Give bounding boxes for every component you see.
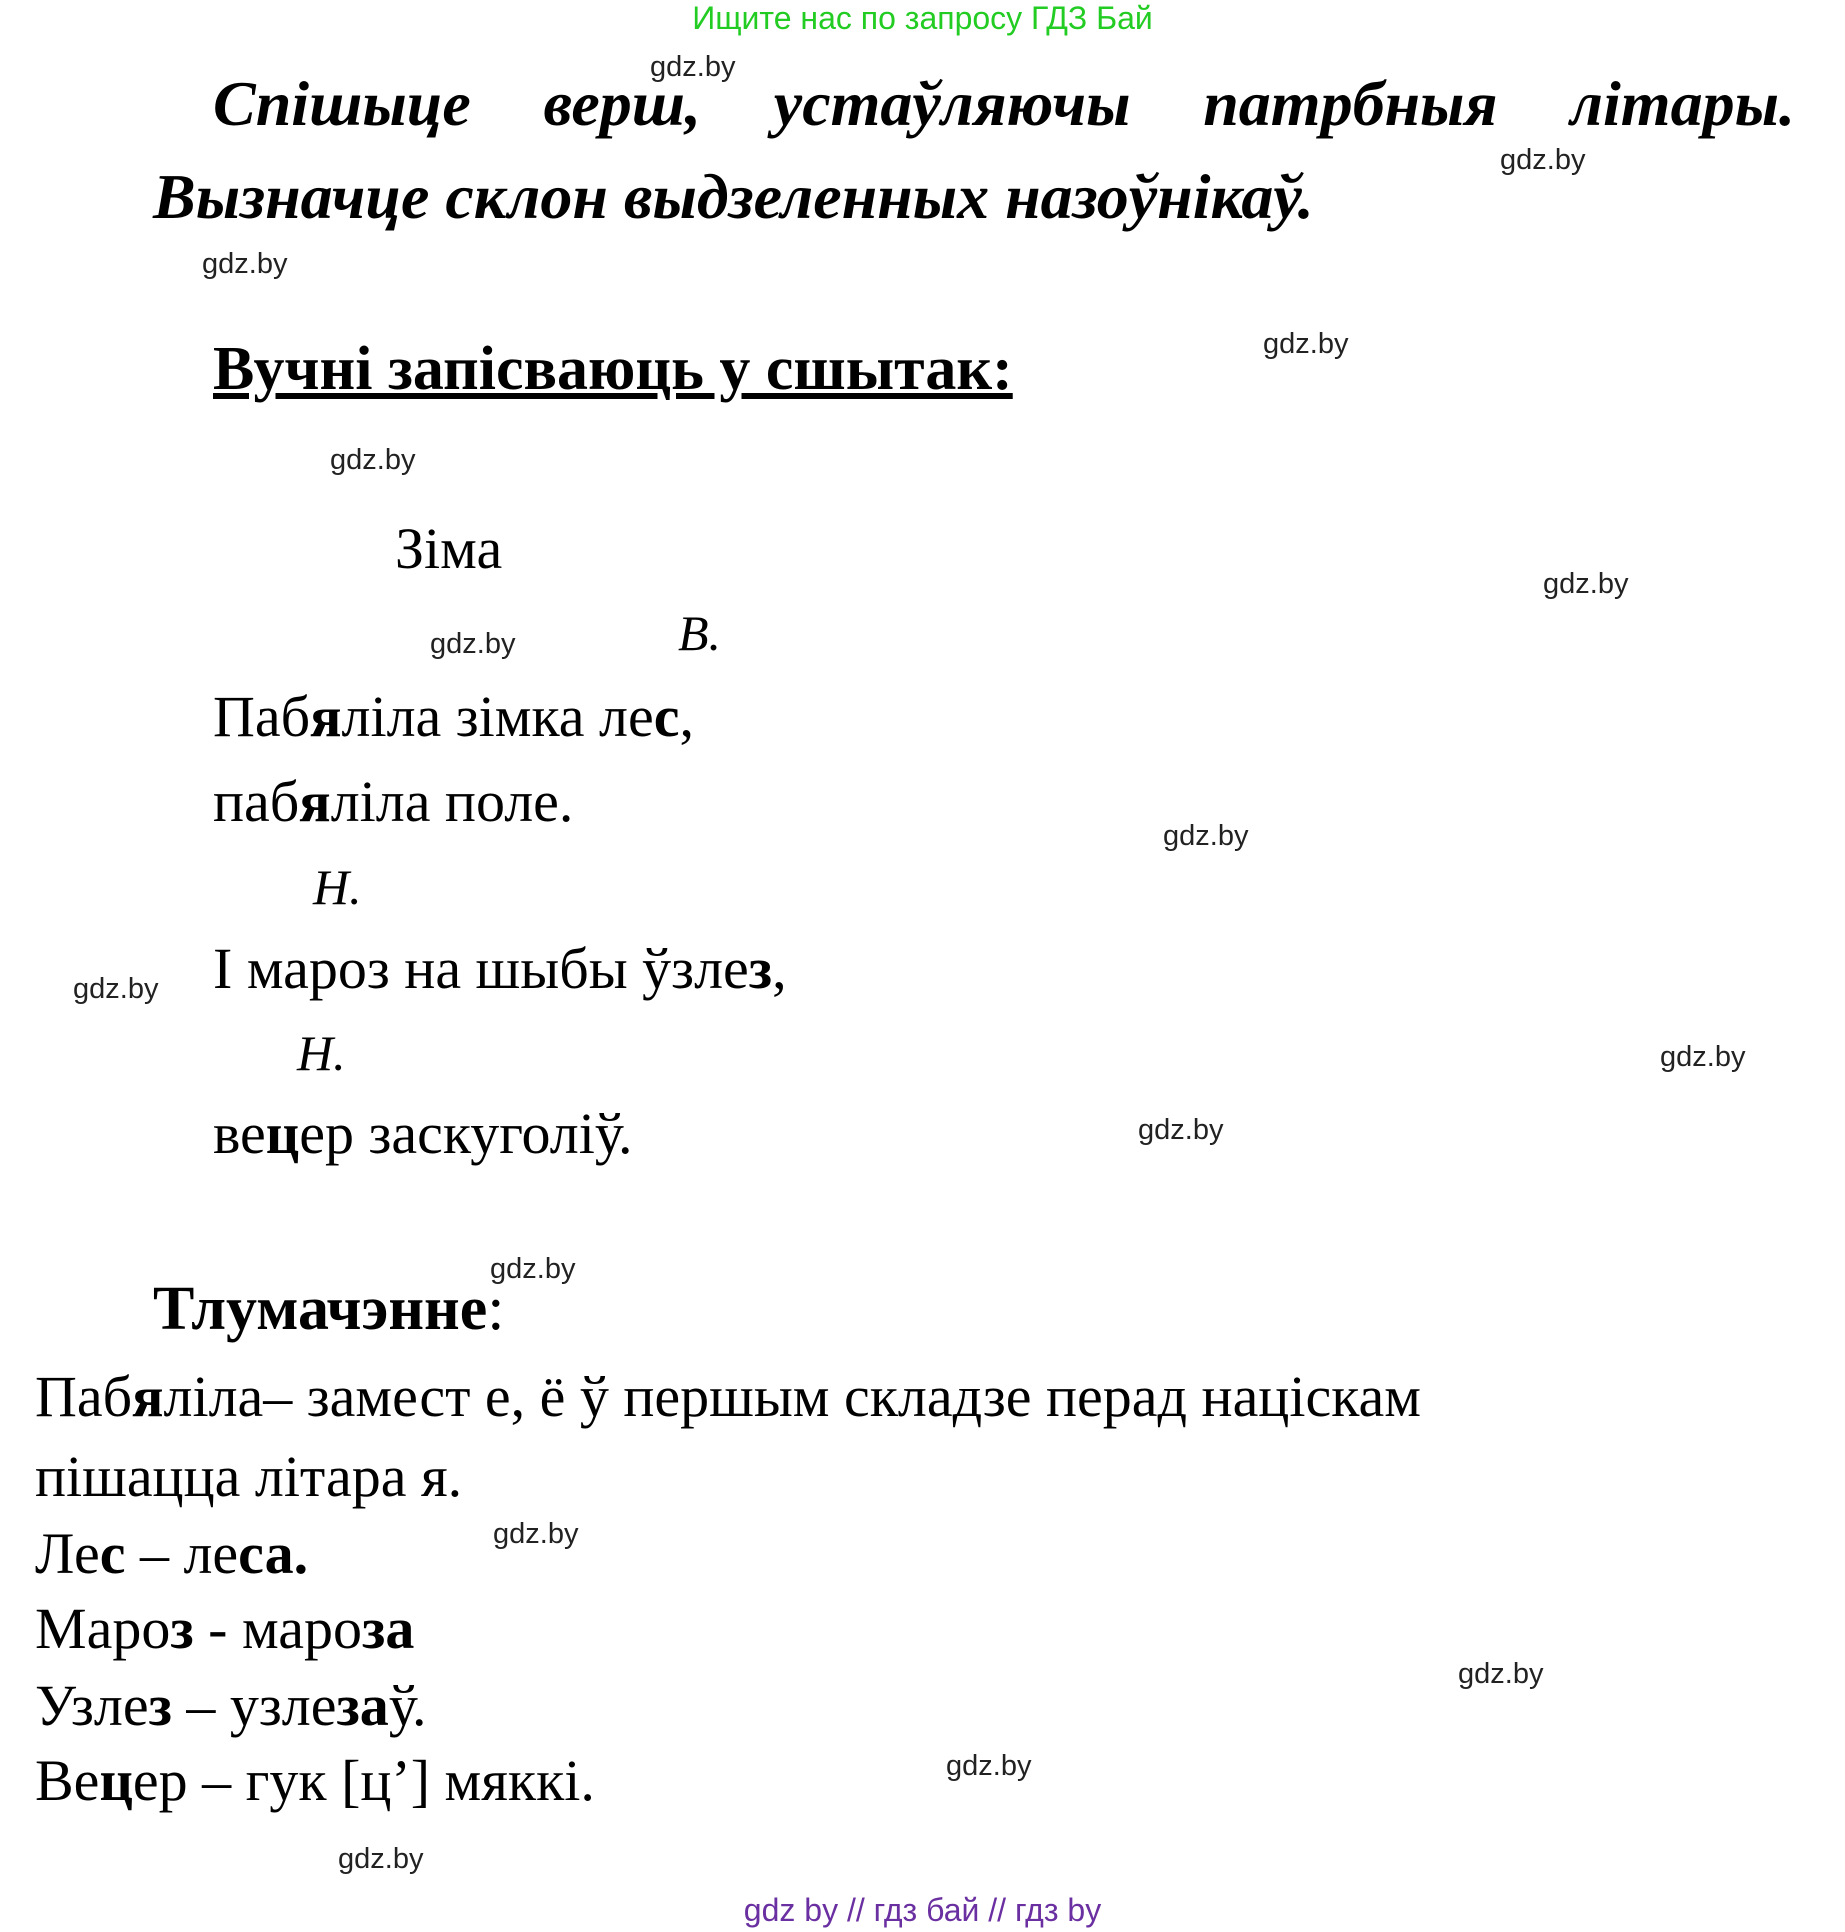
highlighted-letter: са. [238, 1521, 309, 1586]
highlighted-letter: з [170, 1596, 194, 1661]
poem-line-1 [213, 684, 694, 749]
watermark: gdz.by [202, 248, 288, 280]
text-segment: ер заскуголіў. [299, 1101, 633, 1166]
highlighted-letter: за [336, 1673, 389, 1738]
explanation-title-text: Тлумачэнне [153, 1275, 488, 1343]
explanation-line-3 [35, 1521, 309, 1586]
text-segment: Ве [35, 1748, 100, 1813]
highlighted-letter: я [310, 684, 342, 749]
text-segment: Паб [35, 1364, 133, 1429]
explanation-line-5 [35, 1673, 427, 1738]
text-segment: ліла зімка ле [341, 684, 654, 749]
text-segment: Ле [35, 1521, 100, 1586]
highlighted-letter: з [148, 1673, 172, 1738]
highlighted-letter: за [362, 1596, 415, 1661]
text-segment: , [679, 684, 694, 749]
highlighted-letter: з [748, 936, 773, 1001]
watermark: gdz.by [338, 1843, 424, 1875]
watermark: gdz.by [330, 444, 416, 476]
task-word: Спішыце [213, 68, 471, 139]
explanation-line-6 [35, 1748, 595, 1813]
watermark: gdz.by [1543, 568, 1629, 600]
text-segment: : [487, 1275, 505, 1343]
case-mark-accusative: В. [678, 605, 722, 661]
explanation-line-4 [35, 1596, 415, 1661]
footer-links[interactable]: gdz by // гдз бай // гдз by [743, 1892, 1102, 1928]
highlighted-letter: с [653, 684, 680, 749]
text-segment: – узле [171, 1673, 337, 1738]
text-segment: ліла поле. [330, 769, 574, 834]
task-word: літары. [1570, 68, 1795, 139]
text-segment: Узле [35, 1673, 149, 1738]
case-mark-nominative: Н. [313, 859, 362, 915]
watermark: gdz.by [73, 973, 159, 1005]
explanation-line-2: пішацца літара я. [35, 1444, 463, 1509]
text-segment: Маро [35, 1596, 171, 1661]
poem-line-4 [213, 1101, 633, 1166]
text-segment: ве [213, 1101, 266, 1166]
section-heading: Вучні запісваюць у сшытак: [213, 335, 1013, 403]
text-segment: паб [213, 769, 300, 834]
watermark: gdz.by [430, 628, 516, 660]
highlighted-letter: с [99, 1521, 126, 1586]
task-text-line-1 [213, 68, 1795, 139]
highlighted-letter: я [132, 1364, 164, 1429]
explanation-title [153, 1275, 505, 1343]
watermark: gdz.by [493, 1518, 579, 1550]
text-segment: ў. [388, 1673, 427, 1738]
text-segment: - маро [193, 1596, 363, 1661]
highlighted-letter: ц [265, 1101, 300, 1166]
poem-title: Зіма [395, 516, 503, 581]
watermark: gdz.by [1458, 1658, 1544, 1690]
top-banner: Ищите нас по запросу ГДЗ Бай [692, 0, 1153, 36]
highlighted-letter: ц [99, 1748, 133, 1813]
watermark: gdz.by [1500, 144, 1586, 176]
text-segment: ер – гук [ц’] мяккі. [132, 1748, 595, 1813]
case-mark-nominative: Н. [297, 1025, 346, 1081]
watermark: gdz.by [1660, 1041, 1746, 1073]
text-segment: ліла– замест е, ё ў першым складзе перад націскам [163, 1364, 1421, 1429]
text-segment: – ле [125, 1521, 239, 1586]
highlighted-letter: я [299, 769, 331, 834]
watermark: gdz.by [650, 51, 736, 83]
watermark: gdz.by [946, 1750, 1032, 1782]
watermark: gdz.by [490, 1253, 576, 1285]
task-word: устаўляючы [773, 68, 1131, 139]
task-text-line-2: Вызначце склон выдзеленных назоўнікаў. [153, 161, 1314, 232]
explanation-line-1 [35, 1364, 1421, 1429]
text-segment: Паб [213, 684, 311, 749]
watermark: gdz.by [1263, 328, 1349, 360]
poem-line-2 [213, 769, 574, 834]
text-segment: , [772, 936, 787, 1001]
watermark: gdz.by [1138, 1114, 1224, 1146]
watermark: gdz.by [1163, 820, 1249, 852]
task-word: верш, [543, 68, 702, 139]
poem-line-3 [213, 936, 787, 1001]
text-segment: І мароз на шыбы ўзле [213, 936, 749, 1001]
task-word: патрбныя [1203, 68, 1498, 139]
